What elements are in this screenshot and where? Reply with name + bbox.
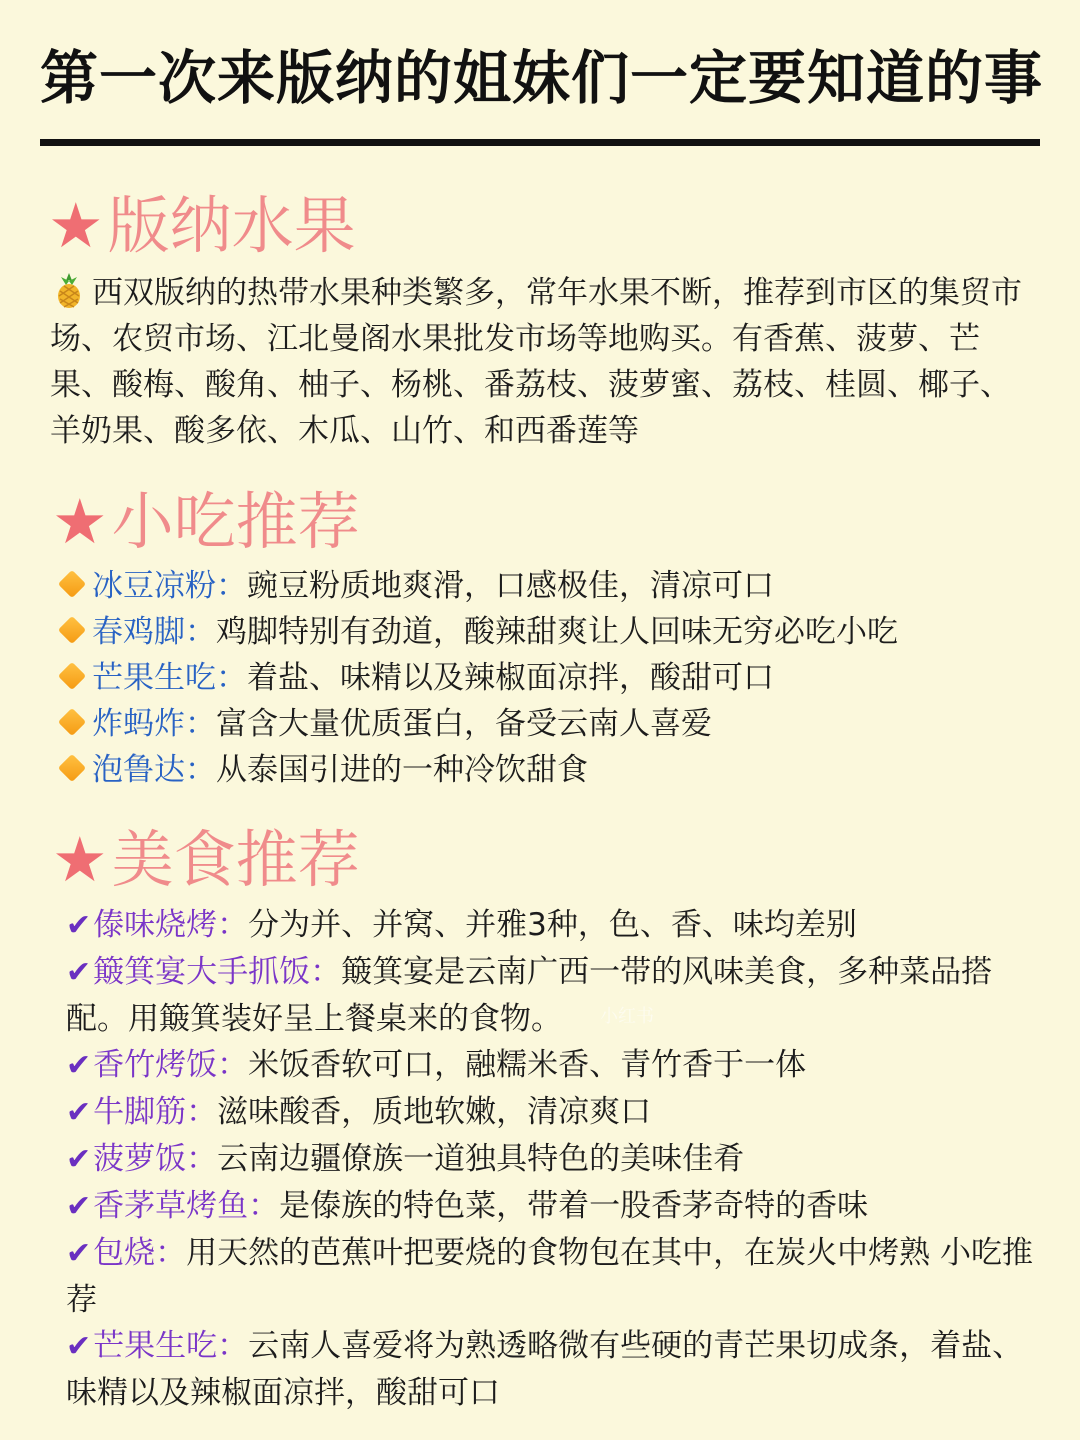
check-icon: ✔ <box>66 1142 92 1177</box>
list-item <box>66 1183 1041 1230</box>
list-item <box>54 655 1039 701</box>
diamond-icon <box>58 754 86 782</box>
list-item <box>66 1089 1041 1136</box>
snack-name: 炸蚂炸： <box>92 706 216 742</box>
diamond-icon <box>58 570 86 598</box>
list-item <box>66 1042 1041 1089</box>
star-icon: ★ <box>48 189 104 262</box>
snack-name: 泡鲁达： <box>92 752 216 788</box>
snack-name: 春鸡脚： <box>92 614 216 650</box>
foods-section-heading <box>52 820 360 900</box>
food-desc: 是傣族的特色菜，带着一股香茅奇特的香味 <box>279 1188 869 1224</box>
check-icon: ✔ <box>66 1095 92 1130</box>
star-icon: ★ <box>52 823 108 896</box>
snack-desc: 鸡脚特别有劲道，酸辣甜爽让人回味无穷必吃小吃 <box>216 614 898 650</box>
list-item <box>54 563 1039 609</box>
foods-heading-text: 美食推荐 <box>111 823 360 896</box>
food-name: 牛脚筋： <box>93 1094 218 1130</box>
food-desc: 米饭香软可口，融糯米香、青竹香于一体 <box>248 1047 807 1083</box>
food-desc: 滋味酸香，质地软嫩，清凉爽口 <box>217 1094 652 1130</box>
snack-desc: 豌豆粉质地爽滑，口感极佳，清凉可口 <box>247 568 774 604</box>
snack-desc: 从泰国引进的一种冷饮甜食 <box>216 752 588 788</box>
fruit-section-heading <box>48 186 356 266</box>
title-divider <box>40 139 1040 146</box>
food-desc: 云南边疆僚族一道独具特色的美味佳肴 <box>217 1141 745 1177</box>
watermark: 小红书 <box>600 1006 654 1027</box>
diamond-icon <box>58 708 86 736</box>
snack-desc: 着盐、味精以及辣椒面凉拌，酸甜可口 <box>247 660 774 696</box>
fruit-heading-text: 版纳水果 <box>107 189 356 262</box>
fruit-text: 西双版纳的热带水果种类繁多，常年水果不断，推荐到市区的集贸市场、农贸市场、江北曼阁水果批发市场等地购买。有香蕉、菠萝、芒果、酸梅、酸角、柚子、杨桃、番荔枝、菠萝蜜、荔枝、桂圆、椰子、羊奶果、酸多依、木瓜、山竹、和西番莲等 <box>50 275 1022 449</box>
food-name: 菠萝饭： <box>93 1141 218 1177</box>
check-icon: ✔ <box>66 1048 92 1083</box>
food-desc: 分为并、并窝、并雅3种，色、香、味均差别 <box>248 907 857 943</box>
check-icon: ✔ <box>66 908 92 943</box>
list-item <box>66 1230 1041 1323</box>
list-item <box>54 747 1039 793</box>
food-name: 傣味烧烤： <box>93 907 249 943</box>
food-desc: 用天然的芭蕉叶把要烧的食物包在其中，在炭火中烤熟 小吃推荐 <box>66 1235 1033 1318</box>
snack-desc: 富含大量优质蛋白，备受云南人喜爱 <box>216 706 712 742</box>
food-desc: 云南人喜爱将为熟透略微有些硬的青芒果切成条，着盐、味精以及辣椒面凉拌，酸甜可口 <box>66 1328 1024 1411</box>
check-icon: ✔ <box>66 1189 92 1224</box>
food-name: 簸箕宴大手抓饭： <box>93 954 342 990</box>
list-item <box>54 701 1039 747</box>
food-name: 香茅草烤鱼： <box>93 1188 280 1224</box>
page-title: 第一次来版纳的姐妹们一定要知道的事 <box>40 44 1044 112</box>
list-item <box>54 609 1039 655</box>
check-icon: ✔ <box>66 1236 92 1271</box>
diamond-icon <box>58 662 86 690</box>
food-desc: 簸箕宴是云南广西一带的风味美食，多种菜品搭配。用簸箕装好呈上餐桌来的食物。 <box>66 954 993 1037</box>
snack-name: 冰豆凉粉： <box>92 568 247 604</box>
snack-name: 芒果生吃： <box>92 660 247 696</box>
star-icon: ★ <box>52 485 108 558</box>
diamond-icon <box>58 616 86 644</box>
food-name: 芒果生吃： <box>93 1328 249 1364</box>
check-icon: ✔ <box>66 1329 92 1364</box>
check-icon: ✔ <box>66 955 92 990</box>
snacks-section-heading <box>52 482 360 562</box>
list-item <box>66 1323 1041 1416</box>
foods-list <box>66 902 1041 1416</box>
food-name: 包烧： <box>93 1235 187 1271</box>
snacks-list <box>54 563 1039 793</box>
list-item <box>66 1136 1041 1183</box>
fruit-paragraph <box>50 270 1040 454</box>
snacks-heading-text: 小吃推荐 <box>111 485 360 558</box>
list-item <box>66 949 1041 1042</box>
pineapple-icon <box>50 271 88 309</box>
list-item <box>66 902 1041 949</box>
food-name: 香竹烤饭： <box>93 1047 249 1083</box>
